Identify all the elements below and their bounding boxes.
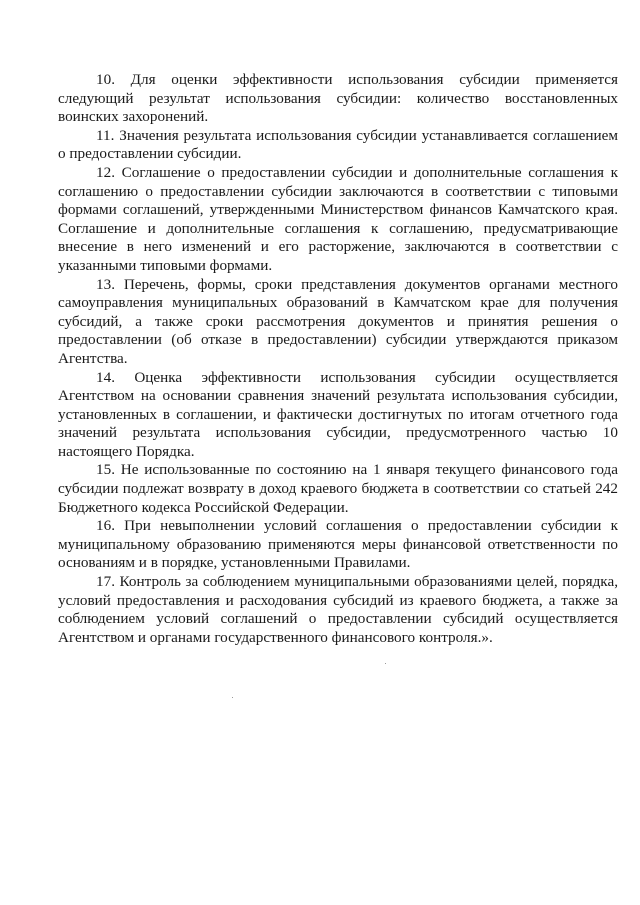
paragraph-17: 17. Контроль за соблюдением муниципальными образованиями целей, порядка, условий предоставления и расходования субсидий из краевого бюджета, а также за соблюдением условий соглашений о предоставлении субсидий осуществляется Агентством и органами государственного финансового контроля.». [58, 573, 618, 646]
paragraph-11: 11. Значения результата использования субсидии устанавливается соглашением о предоставлении субсидии. [58, 126, 618, 163]
document-body [58, 71, 618, 647]
paragraph-15: 15. Не использованные по состоянию на 1 января текущего финансового года субсидии подлежат возврату в доход краевого бюджета в соответствии со статьей 242 Бюджетного кодекса Российской Федерации. [58, 461, 618, 516]
paragraph-10: 10. Для оценки эффективности использования субсидии применяется следующий результат использования субсидии: количество восстановленных воинских захоронений. [58, 71, 618, 126]
paragraph-16: 16. При невыполнении условий соглашения о предоставлении субсидии к муниципальному образованию применяются меры финансовой ответственности по основаниям и в порядке, установленными Правилами. [58, 517, 618, 572]
paragraph-14: 14. Оценка эффективности использования субсидии осуществляется Агентством на основании сравнения значений результата использования субсидии, установленных в соглашении, и фактически достигнутых по итогам отчетного года значений результата использования субсидии, предусмотренного частью 10 настоящего Порядка. [58, 368, 618, 460]
paragraph-13: 13. Перечень, формы, сроки представления документов органами местного самоуправления муниципальных образований в Камчатском крае для получения субсидий, а также сроки рассмотрения документов и принятия решения о предоставлении (об отказе в предоставлении) субсидии утверждаются приказом Агентства. [58, 275, 618, 367]
paragraph-12: 12. Соглашение о предоставлении субсидии и дополнительные соглашения к соглашению о предоставлении субсидии заключаются в соответствии с типовыми формами соглашений, утвержденными Министерством финансов Камчатского края. Соглашение и дополнительные соглашения к соглашению, предусматривающие внесение в него изменений и его расторжение, заключаются в соответствии с указанными типовыми формами. [58, 163, 618, 274]
scan-speck [232, 697, 233, 698]
scan-speck [385, 663, 386, 664]
